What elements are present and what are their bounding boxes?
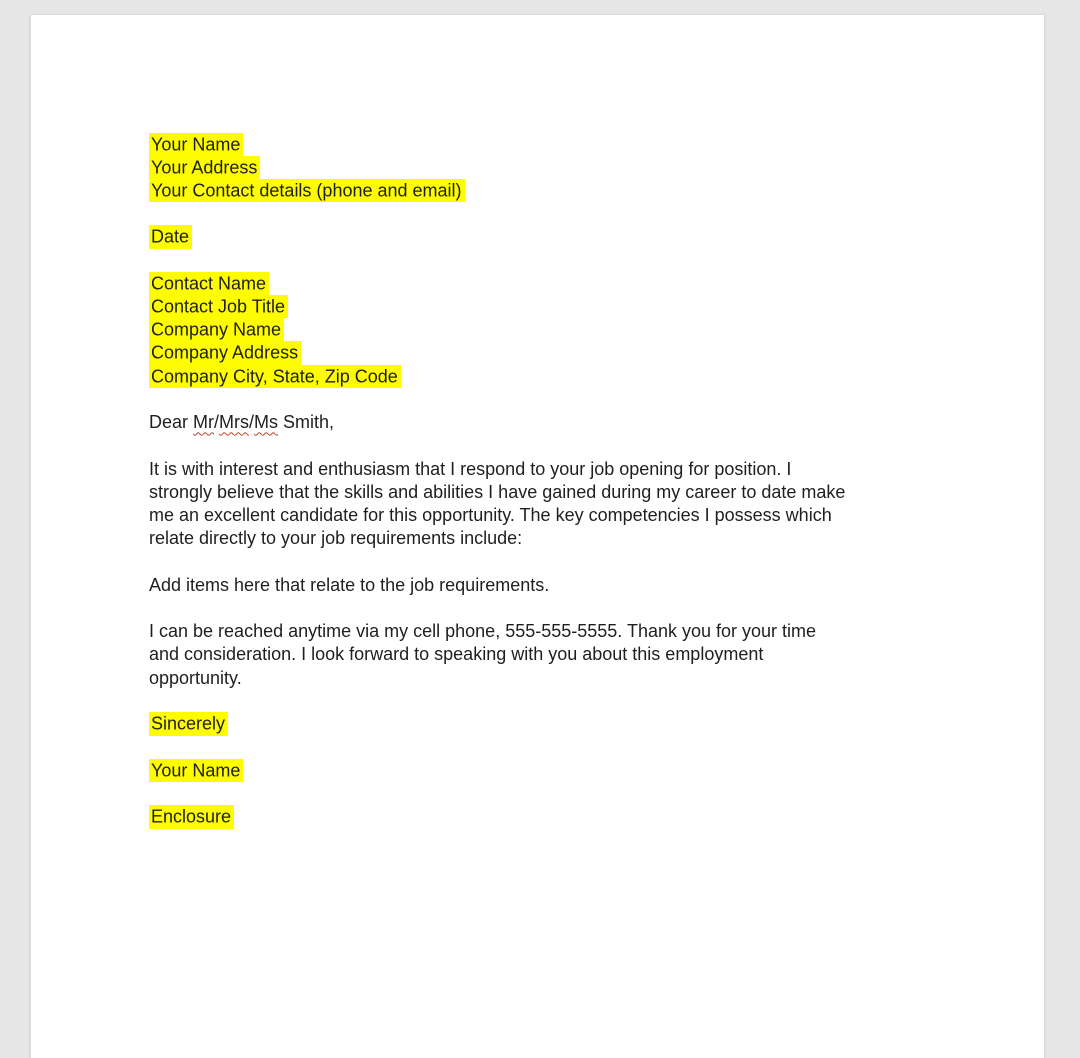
text-line bbox=[149, 156, 954, 179]
document-page[interactable] bbox=[30, 14, 1045, 1058]
text-line: opportunity. bbox=[149, 667, 242, 688]
closing-block bbox=[149, 713, 954, 736]
highlighted-text: Contact Name bbox=[149, 272, 269, 296]
signature-block bbox=[149, 759, 954, 782]
highlighted-text: Enclosure bbox=[149, 805, 234, 829]
highlighted-text: Company City, State, Zip Code bbox=[149, 365, 401, 389]
text-line: strongly believe that the skills and abilities I have gained during my career to date make bbox=[149, 481, 846, 502]
text-line: Add items here that relate to the job requirements. bbox=[149, 574, 550, 595]
text-line bbox=[149, 226, 954, 249]
highlighted-text: Company Name bbox=[149, 318, 284, 342]
text-line bbox=[149, 319, 954, 342]
text-line bbox=[149, 133, 954, 156]
salutation-title-separator: / bbox=[249, 412, 255, 433]
text-line bbox=[149, 759, 954, 782]
text-line bbox=[149, 295, 954, 318]
salutation-line bbox=[149, 411, 954, 434]
salutation-suffix: Smith, bbox=[278, 412, 335, 433]
highlighted-text: Company Address bbox=[149, 341, 301, 365]
recipient-block bbox=[149, 272, 954, 388]
salutation-prefix: Dear bbox=[149, 412, 194, 433]
text-line bbox=[149, 272, 954, 295]
sender-block bbox=[149, 133, 954, 203]
text-line: me an excellent candidate for this opportunity. The key competencies I possess which bbox=[149, 505, 832, 526]
letter-body bbox=[31, 15, 1044, 829]
highlighted-text: Date bbox=[149, 225, 192, 249]
body-paragraph-contact-availability bbox=[149, 620, 954, 690]
text-line bbox=[149, 365, 954, 388]
highlighted-text: Your Address bbox=[149, 156, 260, 180]
text-line: and consideration. I look forward to speaking with you about this employment bbox=[149, 644, 764, 665]
body-paragraph-requirements-placeholder bbox=[149, 574, 954, 597]
misspelled-word: Mr bbox=[193, 412, 215, 433]
salutation-title-separator: / bbox=[214, 412, 220, 433]
text-line: I can be reached anytime via my cell phone, 555-555-5555. Thank you for your time bbox=[149, 621, 817, 642]
enclosure-block bbox=[149, 806, 954, 829]
highlighted-text: Sincerely bbox=[149, 712, 228, 736]
highlighted-text: Your Contact details (phone and email) bbox=[149, 179, 465, 203]
highlighted-text: Your Name bbox=[149, 133, 243, 157]
highlighted-text: Your Name bbox=[149, 759, 243, 783]
salutation-titles bbox=[193, 412, 278, 432]
salutation-block bbox=[149, 411, 954, 434]
misspelled-word: Mrs bbox=[219, 412, 250, 433]
text-line bbox=[149, 713, 954, 736]
text-line bbox=[149, 342, 954, 365]
date-block bbox=[149, 226, 954, 249]
misspelled-word: Ms bbox=[254, 412, 279, 433]
text-line bbox=[149, 179, 954, 202]
highlighted-text: Contact Job Title bbox=[149, 295, 288, 319]
text-line: relate directly to your job requirements include: bbox=[149, 528, 523, 549]
text-line bbox=[149, 806, 954, 829]
body-paragraph-intro bbox=[149, 458, 954, 551]
text-line: It is with interest and enthusiasm that I respond to your job opening for position. I bbox=[149, 458, 792, 479]
